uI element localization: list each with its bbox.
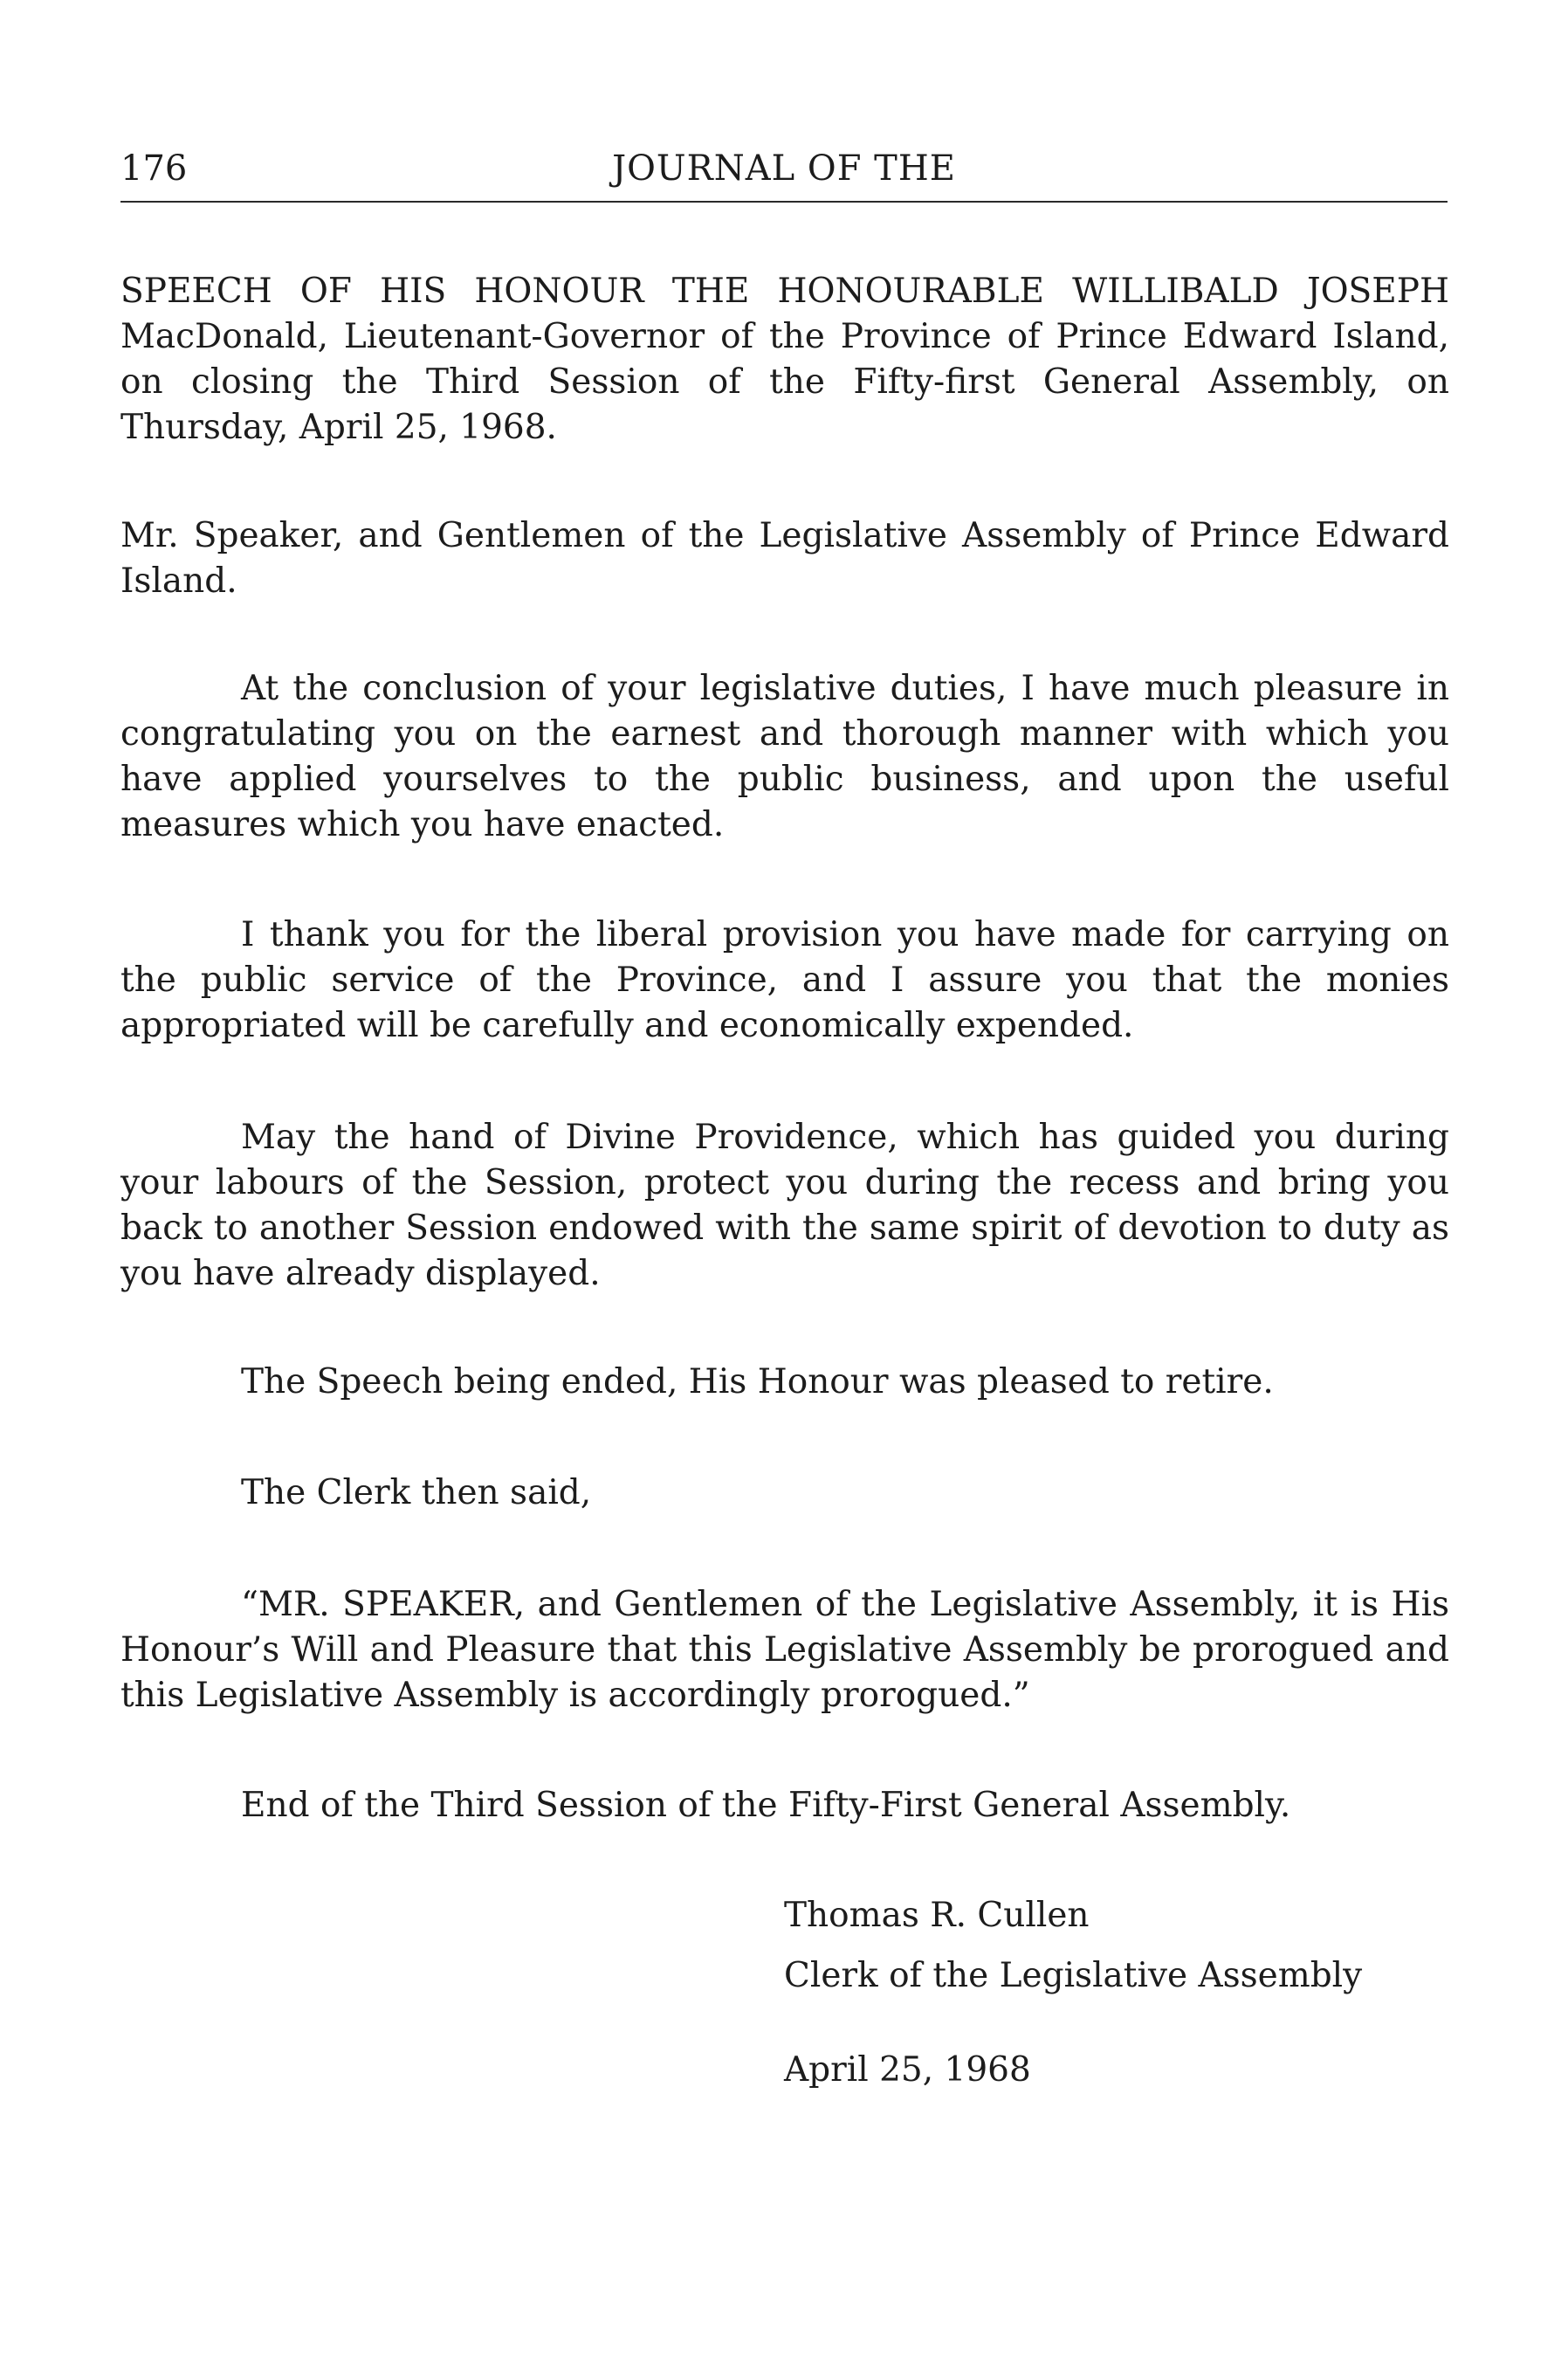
journal-title: JOURNAL OF THE (612, 148, 956, 189)
paragraph-prorogation: “MR. SPEAKER, and Gentlemen of the Legislative Assembly, it is His Honour’s Will and Pleasure that this Legislative Assembly be prorogued and this Legislative Assembly is accordingly prorogued.” (120, 1585, 1449, 1715)
speech-heading: SPEECH OF HIS HONOUR THE HONOURABLE WILLIBALD JOSEPH MacDonald, Lieutenant-Governor of the Province of Prince Edward Island, on closing the Third Session of the Fifty-first General Assembly, on Thursday, April 25, 1968. (120, 272, 1449, 447)
paragraph-end-of-session: End of the Third Session of the Fifty-First General Assembly. (241, 1786, 1291, 1825)
paragraph-conclusion: At the conclusion of your legislative duties, I have much pleasure in congratulating you on the earnest and thorough manner with which you have applied yourselves to the public business, and upon the useful measures which you have enacted. (120, 669, 1449, 844)
paragraph-provision: I thank you for the liberal provision you have made for carrying on the public service of the Province, and I assure you that the monies appropriated will be carefully and economically expended. (120, 915, 1449, 1045)
signature-name: Thomas R. Cullen (784, 1896, 1090, 1935)
page-number: 176 (120, 148, 188, 189)
paragraph-clerk-said: The Clerk then said, (241, 1473, 592, 1512)
speech-address: Mr. Speaker, and Gentlemen of the Legislative Assembly of Prince Edward Island. (120, 516, 1449, 601)
paragraph-speech-ended: The Speech being ended, His Honour was pleased to retire. (241, 1362, 1274, 1401)
signature-title: Clerk of the Legislative Assembly (784, 1956, 1363, 1995)
signature-date: April 25, 1968 (784, 2050, 1031, 2090)
paragraph-providence: May the hand of Divine Providence, which has guided you during your labours of the Session, protect you during the recess and bring you back to another Session endowed with the same spirit of devotion to duty as you have already displayed. (120, 1118, 1449, 1293)
running-head (120, 147, 1448, 190)
header-rule (120, 201, 1448, 203)
